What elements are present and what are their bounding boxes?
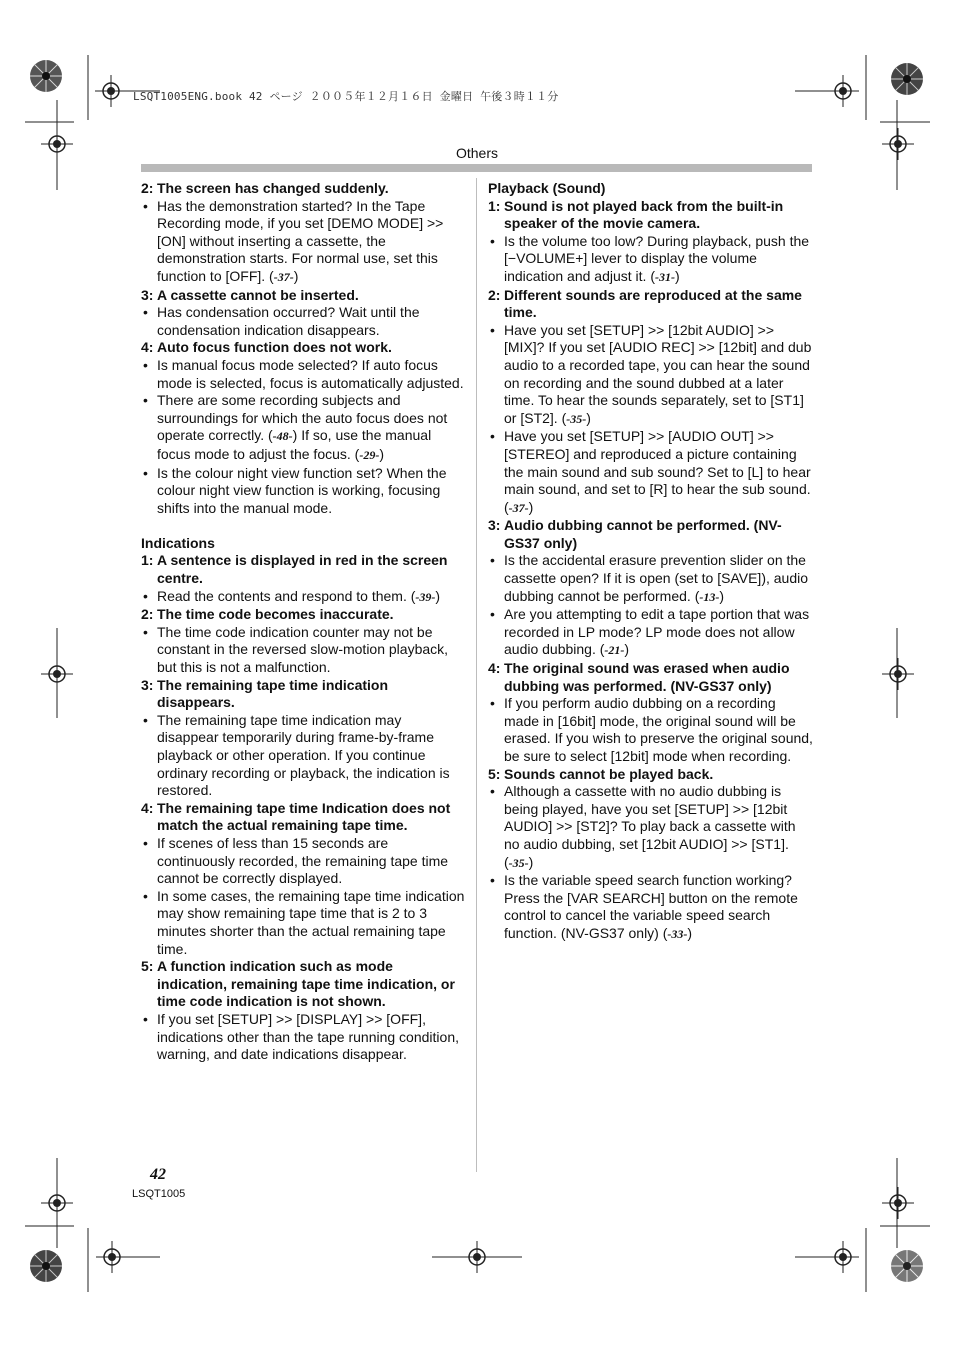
- bullet-text-part: Have you set [SETUP] >> [AUDIO OUT] >> [STEREO] and reproduced a picture containing the main sound and sub sound? Set to [L] to hear main sound, and set to [R] to hear the sub sound. (: [504, 428, 811, 515]
- bullet-text-part: Are you attempting to edit a tape portion that was recorded in LP mode? LP mode does not allow audio dubbing. (: [504, 606, 810, 658]
- bullet-text-part: Is the accidental erasure prevention slider on the cassette open? If it is open (set to [SAVE]), audio dubbing cannot be performed. (: [504, 552, 809, 604]
- problem-text: Audio dubbing cannot be performed. (NV-GS37 only): [504, 517, 782, 551]
- problem-text: Different sounds are reproduced at the same time.: [504, 286, 802, 321]
- bullet-icon: •: [143, 304, 148, 321]
- bullet-text-part: If you set [SETUP] >> [DISPLAY] >> [OFF], indications other than the tape running condition, warning, and date indications disappear.: [157, 1010, 459, 1063]
- problem-number: 4:: [488, 660, 501, 677]
- page-code: LSQT1005: [132, 1188, 186, 1200]
- page-reference: -35-: [566, 411, 587, 426]
- problem-text: The remaining tape time Indication does not match the actual remaining tape time.: [157, 799, 451, 834]
- bullet-icon: •: [490, 428, 495, 445]
- problem-number: 2:: [488, 286, 501, 303]
- bullet-text-part: ) If so, use the manual focus mode to adjust the focus. (: [157, 427, 432, 462]
- problem-text: A cassette cannot be inserted.: [157, 286, 359, 303]
- problem-number: 2:: [141, 180, 154, 196]
- bullet-text-part: The time code indication counter may not be constant in the reversed slow-motion playback, but this is not a malfunction.: [157, 623, 449, 676]
- problem-text: The screen has changed suddenly.: [157, 180, 389, 196]
- bullet-text-part: If you perform audio dubbing on a recording made in [16bit] mode, the original sound will be erased. If you wish to preserve the original sound, be sure to select [12bit] mode when recording.: [504, 695, 813, 764]
- bullet-text-part: Although a cassette with no audio dubbing is being played, have you set [SETUP] >> [12bit AUDIO] >> [ST2]? To play back a cassette with no audio dubbing, set [12bit AUDIO] >> [ST1]. (: [504, 783, 796, 870]
- page-number: 42: [150, 1166, 166, 1183]
- bullet-icon: •: [490, 232, 495, 249]
- bullet-text-part: ): [528, 853, 534, 870]
- bullet-text-part: ): [379, 445, 385, 462]
- problem-number: 4:: [141, 339, 154, 356]
- bullet-text-part: Is manual focus mode selected? If auto focus mode is selected, focus is automatically adjusted.: [157, 356, 464, 391]
- problem-number: 5:: [141, 958, 154, 975]
- bullet-text-part: ): [435, 587, 441, 604]
- bullet-icon: •: [143, 392, 148, 409]
- problem-number: 1:: [488, 197, 501, 214]
- bullet-text-part: Has condensation occurred? Wait until the condensation indication disappears.: [157, 304, 420, 338]
- bullet-icon: •: [490, 606, 495, 623]
- bullet-text-part: Is the variable speed search function working? Press the [VAR SEARCH] button on the remote control to cancel the variable speed search function. (NV-GS37 only) (: [504, 872, 798, 941]
- problem-number: 3:: [488, 517, 501, 534]
- bullet-icon: •: [143, 711, 148, 728]
- bullet-icon: •: [490, 552, 495, 569]
- bullet-text-part: Read the contents and respond to them. (: [157, 587, 416, 604]
- section-heading: Playback (Sound): [488, 180, 606, 196]
- bullet-text-part: ): [674, 267, 680, 284]
- bullet-text-part: ): [528, 498, 534, 515]
- problem-number: 4:: [141, 799, 154, 816]
- problem-text: The time code becomes inaccurate.: [157, 606, 394, 623]
- problem-number: 2:: [141, 606, 154, 623]
- problem-number: 3:: [141, 286, 154, 303]
- section-title: Others: [455, 145, 498, 161]
- bullet-text-part: If scenes of less than 15 seconds are continuously recorded, the remaining tape time cannot be correctly displayed.: [157, 834, 449, 887]
- page-reference: -37-: [508, 500, 529, 515]
- problem-text: Auto focus function does not work.: [157, 339, 392, 356]
- bullet-icon: •: [143, 356, 148, 373]
- section-heading: Indications: [141, 534, 215, 551]
- problem-text: A sentence is displayed in red in the screen centre.: [157, 552, 448, 587]
- bullet-icon: •: [143, 587, 148, 604]
- bullet-text-part: ): [586, 409, 591, 426]
- page-reference: -31-: [654, 269, 675, 284]
- page-reference: -21-: [604, 643, 625, 658]
- bullet-text-part: ): [687, 924, 693, 941]
- bullet-text-part: There are some recording subjects and surroundings for which the auto focus does not operate correctly. (: [157, 392, 448, 444]
- problem-number: 1:: [141, 552, 154, 569]
- bullet-text-part: ): [719, 587, 725, 604]
- bullet-text-part: The remaining tape time indication may disappear temporarily during frame-by-frame playback or other operation. If you continue ordinary recording or playback, the indication is restored.: [157, 711, 450, 799]
- print-header: LSQT1005ENG.book 42 ページ ２００５年１２月１６日 金曜日 午後３時１１分: [133, 90, 559, 103]
- problem-text: Sounds cannot be played back.: [504, 765, 714, 782]
- bullet-text-part: Is the colour night view function set? When the colour night view function is working, focusing shifts into the manual mode.: [157, 464, 447, 516]
- bullet-icon: •: [143, 1010, 148, 1027]
- bullet-icon: •: [490, 695, 495, 712]
- problem-text: A function indication such as mode indication, remaining tape time indication, or time code indication is not shown.: [157, 958, 455, 1010]
- problem-number: 3:: [141, 676, 154, 693]
- page-reference: -13-: [699, 589, 720, 604]
- page-reference: -39-: [415, 589, 436, 604]
- bullet-text-part: Has the demonstration started? In the Tape Recording mode, if you set [DEMO MODE] >> [ON] without inserting a cassette, the demonstration starts. For normal use, set this function to [OFF]. (: [157, 197, 444, 284]
- bullet-text-part: In some cases, the remaining tape time indication may show remaining tape time that is 2 to 3 minutes shorter than the actual remaining tape time.: [157, 887, 465, 957]
- bullet-icon: •: [143, 834, 148, 851]
- problem-text: Sound is not played back from the built-in speaker of the movie camera.: [504, 197, 784, 232]
- page-reference: -33-: [667, 926, 688, 941]
- page-reference: -35-: [508, 855, 529, 870]
- bullet-icon: •: [490, 783, 495, 800]
- bullet-icon: •: [490, 321, 495, 338]
- problem-number: 5:: [488, 765, 501, 782]
- bullet-icon: •: [490, 872, 495, 889]
- bullet-text-part: ): [293, 267, 299, 284]
- problem-text: The remaining tape time indication disappears.: [157, 676, 389, 711]
- bullet-icon: •: [143, 464, 148, 481]
- bullet-icon: •: [143, 197, 148, 214]
- bullet-text-part: Is the volume too low? During playback, push the [−VOLUME+] lever to display the volume indication and adjust it. (: [504, 232, 810, 284]
- page-reference: -48-: [272, 429, 293, 444]
- bullet-text-part: ): [624, 641, 630, 658]
- problem-text: The original sound was erased when audio dubbing was performed. (NV-GS37 only): [504, 660, 790, 694]
- page-reference: -37-: [273, 269, 294, 284]
- bullet-icon: •: [143, 623, 148, 640]
- page-reference: -29-: [359, 447, 380, 462]
- bullet-text-part: Have you set [SETUP] >> [12bit AUDIO] >> [MIX]? If you set [AUDIO REC] >> [12bit] and dub audio to a recorded tape, you can hear the sound on recording and the sound dubbed at a later time. To hear the sounds separately, set to [ST1] or [ST2]. (: [504, 321, 812, 426]
- bullet-icon: •: [143, 887, 148, 904]
